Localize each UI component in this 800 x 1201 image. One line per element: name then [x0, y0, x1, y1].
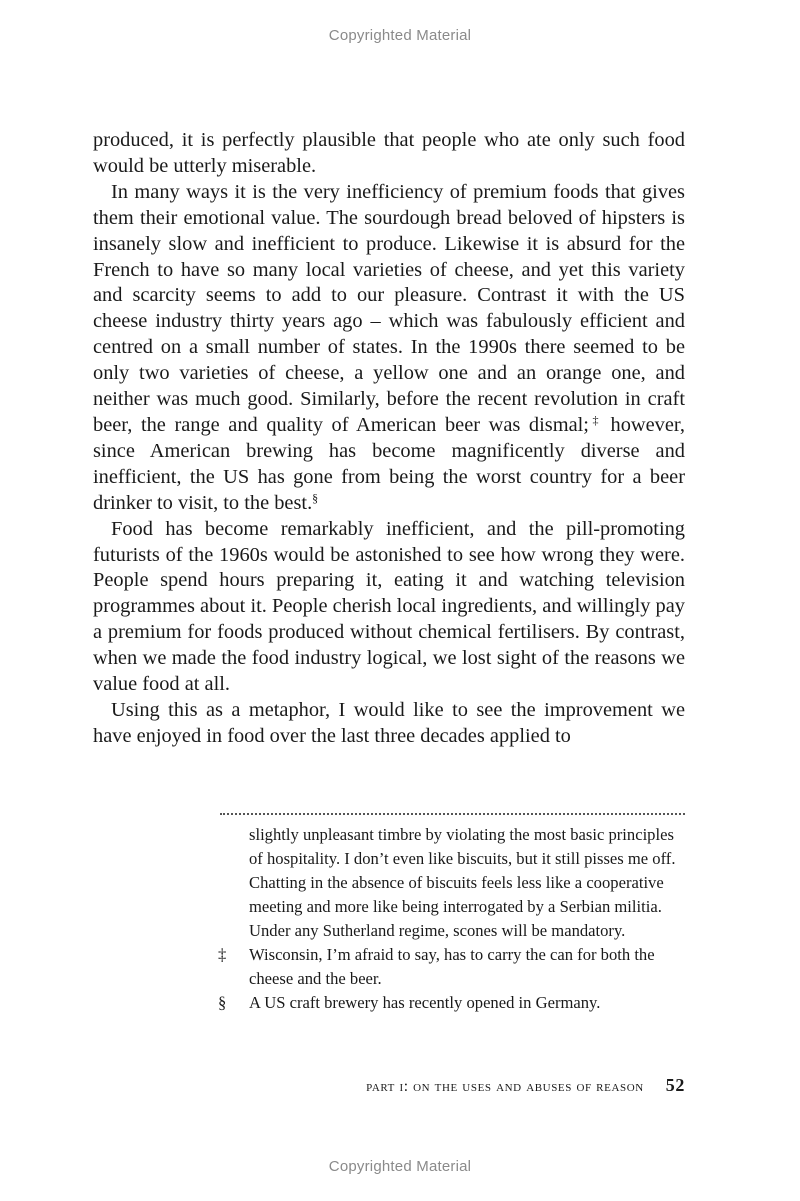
footnote-mark: § — [218, 993, 227, 1012]
footnote-text: slightly unpleasant timbre by violating the most basic principles of hospitality. I don’t even like biscuits, but it still pisses me off. Chatting in the absence of biscuits feels less like a cooperative meeting and more like being interrogated by a Serbian militia. Under any Sutherland regime, scones will be mandatory. — [249, 825, 676, 940]
running-footer-title: part i: on the uses and abuses of reason — [366, 1078, 644, 1095]
footnote-divider — [220, 813, 685, 815]
footnotes — [218, 823, 688, 1015]
footnote-text: Wisconsin, I’m afraid to say, has to carry the can for both the cheese and the beer. — [249, 945, 655, 988]
page-number: 52 — [665, 1075, 685, 1095]
paragraph-3: Food has become remarkably inefficient, and the pill-promoting futurists of the 1960s would be astonished to see how wrong they were. People spend hours preparing it, eating it and watching television programmes about it. People cherish local ingredients, and willingly pay a premium for foods produced without chemical fertilisers. By contrast, when we made the food industry logical, we lost sight of the reasons we value food at all. — [93, 517, 685, 696]
watermark-bottom: Copyrighted Material — [328, 1158, 472, 1175]
footnote-text: A US craft brewery has recently opened in Germany. — [249, 993, 601, 1012]
paragraph-2-text-a: In many ways it is the very inefficiency of premium foods that gives them their emotional value. The sourdough bread beloved of hipsters is insanely slow and inefficient to produce. Likewise it is absurd for the French to have so many local varieties of cheese, and yet this variety and scarcity seems to add to our pleasure. Contrast it with the US cheese industry thirty years ago – which was fabulously efficient and centred on a small number of states. In the 1990s there seemed to be only two varieties of cheese, a yellow one and an orange one, and neither was much good. Similarly, before the recent revolution in craft beer, the range and quality of American beer was dismal; — [93, 180, 685, 436]
paragraph-4: Using this as a metaphor, I would like to see the improvement we have enjoyed in food over the last three decades applied to — [93, 698, 685, 747]
paragraph-2-text-b: however, since American brewing has become magnificently diverse and inefficient, the US has gone from being the worst country for a beer drinker to visit, to the best. — [93, 413, 685, 514]
watermark-top: Copyrighted Material — [328, 27, 472, 44]
footnote-ref-section: § — [312, 490, 319, 505]
paragraph-1: produced, it is perfectly plausible that people who ate only such food would be utterly miserable. — [93, 129, 685, 177]
footnote-item — [218, 823, 688, 943]
paragraph-2 — [93, 180, 685, 517]
footnote-item — [218, 991, 688, 1015]
body-text — [93, 128, 685, 750]
footnote-ref-double-dagger: ‡ — [588, 412, 602, 427]
footnote-mark: ‡ — [218, 945, 227, 964]
footnote-mark — [218, 823, 249, 943]
footnote-item — [218, 943, 688, 991]
running-footer — [93, 1075, 685, 1096]
